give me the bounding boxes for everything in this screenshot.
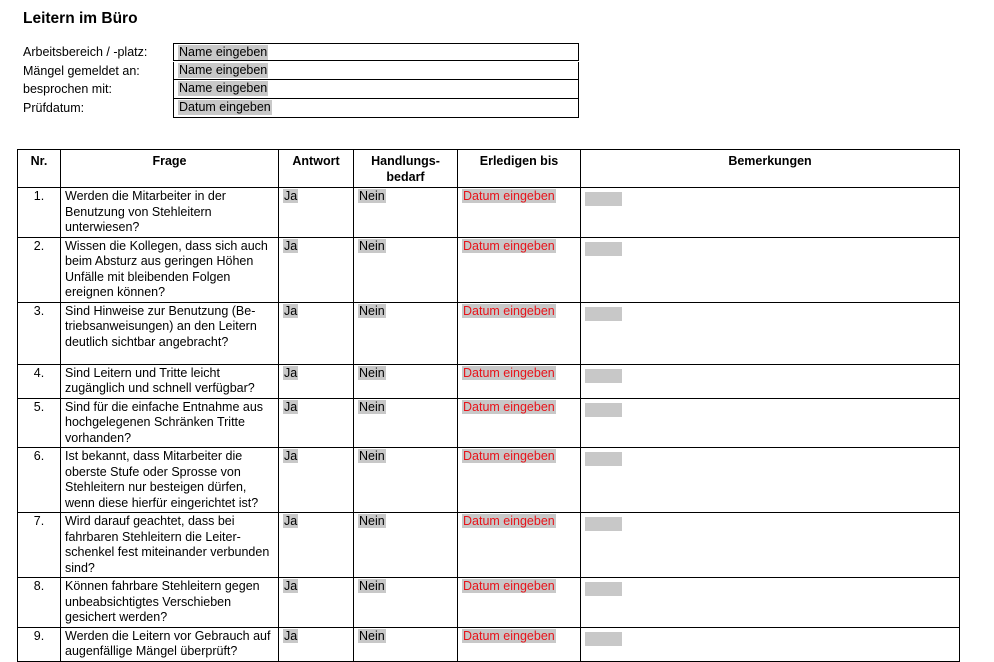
row-nr: 6.: [18, 448, 61, 513]
page-title: Leitern im Büro: [23, 10, 138, 27]
header-erledigen: Erledigen bis: [458, 150, 581, 188]
action-needed-field[interactable]: Nein: [359, 365, 385, 380]
meta-label-besprochen: besprochen mit:: [23, 82, 112, 96]
action-needed-field[interactable]: Nein: [359, 514, 385, 528]
table-header-row: [18, 150, 960, 188]
besprochen-field[interactable]: [173, 80, 579, 99]
row-nr: 9.: [18, 627, 61, 661]
row-question: Sind für die einfache Entnahme aus hochgelegenen Schränken Tritte vorhanden?: [61, 398, 279, 448]
row-nr: 7.: [18, 513, 61, 578]
answer-field[interactable]: Ja: [284, 303, 298, 318]
meta-label-pruefdatum: Prüfdatum:: [23, 101, 85, 115]
due-date-field[interactable]: Datum eingeben: [463, 365, 555, 380]
header-bemerkungen: Bemerkungen: [581, 150, 960, 188]
row-question: Ist bekannt, dass Mitarbeiter die oberste Stufe oder Sprosse von Stehleitern nur besteigen dürfen, wenn diese hierfür eingerichtet ist?: [61, 448, 279, 513]
action-needed-field[interactable]: Nein: [359, 189, 385, 203]
answer-field[interactable]: Ja: [284, 514, 298, 528]
row-question: Sind Hinweise zur Benutzung (Be-triebsanweisungen) an den Leitern deutlich sichtbar angebracht?: [61, 302, 279, 364]
row-question: Werden die Mitarbeiter in der Benutzung von Stehleitern unterwiesen?: [61, 188, 279, 238]
row-question: Wissen die Kollegen, dass sich auch beim Absturz aus geringen Höhen Unfälle mit bleibenden Folgen ereignen können?: [61, 237, 279, 302]
header-handlungsbedarf: [354, 150, 458, 188]
row-nr: 1.: [18, 188, 61, 238]
arbeitsbereich-value: Name eingeben: [179, 45, 268, 59]
meta-label-maengel: Mängel gemeldet an:: [23, 64, 140, 78]
remarks-field[interactable]: [585, 403, 622, 417]
answer-field[interactable]: Ja: [284, 399, 298, 414]
action-needed-field[interactable]: Nein: [359, 238, 385, 253]
table-row: [18, 398, 960, 448]
answer-field[interactable]: Ja: [284, 449, 298, 463]
maengel-field[interactable]: [173, 62, 579, 80]
remarks-field[interactable]: [585, 192, 622, 206]
remarks-field[interactable]: [585, 632, 622, 646]
action-needed-field[interactable]: Nein: [359, 303, 385, 318]
pruefdatum-value: Datum eingeben: [179, 100, 271, 114]
header-nr: Nr.: [18, 150, 61, 188]
answer-field[interactable]: Ja: [284, 189, 298, 203]
action-needed-field[interactable]: Nein: [359, 449, 385, 463]
besprochen-value: Name eingeben: [179, 81, 268, 95]
row-question: Werden die Leitern vor Gebrauch auf augenfällige Mängel überprüft?: [61, 627, 279, 661]
due-date-field[interactable]: Datum eingeben: [463, 579, 555, 593]
action-needed-field[interactable]: Nein: [359, 628, 385, 643]
remarks-field[interactable]: [585, 582, 622, 596]
checklist-table: [17, 149, 960, 662]
table-row: [18, 188, 960, 238]
row-question: Können fahrbare Stehleitern gegen unbeabsichtigtes Verschieben gesichert werden?: [61, 578, 279, 628]
due-date-field[interactable]: Datum eingeben: [463, 449, 555, 463]
row-nr: 2.: [18, 237, 61, 302]
due-date-field[interactable]: Datum eingeben: [463, 399, 555, 414]
row-nr: 4.: [18, 364, 61, 398]
answer-field[interactable]: Ja: [284, 628, 298, 643]
table-row: [18, 237, 960, 302]
action-needed-field[interactable]: Nein: [359, 579, 385, 593]
pruefdatum-field[interactable]: [173, 99, 579, 118]
header-handlungsbedarf-line2: bedarf: [386, 169, 425, 184]
table-row: [18, 578, 960, 628]
header-antwort: Antwort: [279, 150, 354, 188]
remarks-field[interactable]: [585, 369, 622, 383]
remarks-field[interactable]: [585, 452, 622, 466]
table-row: [18, 302, 960, 364]
remarks-field[interactable]: [585, 242, 622, 256]
arbeitsbereich-field[interactable]: [173, 43, 579, 61]
due-date-field[interactable]: Datum eingeben: [463, 189, 555, 203]
table-row: [18, 448, 960, 513]
maengel-value: Name eingeben: [179, 63, 268, 77]
due-date-field[interactable]: Datum eingeben: [463, 303, 555, 318]
row-nr: 3.: [18, 302, 61, 364]
table-row: [18, 627, 960, 661]
table-row: [18, 364, 960, 398]
remarks-field[interactable]: [585, 517, 622, 531]
header-handlungsbedarf-line1: Handlungs-: [371, 154, 440, 168]
answer-field[interactable]: Ja: [284, 238, 298, 253]
meta-label-arbeitsbereich: Arbeitsbereich / -platz:: [23, 45, 148, 59]
due-date-field[interactable]: Datum eingeben: [463, 514, 555, 528]
row-nr: 5.: [18, 398, 61, 448]
due-date-field[interactable]: Datum eingeben: [463, 238, 555, 253]
header-frage: Frage: [61, 150, 279, 188]
action-needed-field[interactable]: Nein: [359, 399, 385, 414]
remarks-field[interactable]: [585, 307, 622, 321]
row-question: Wird darauf geachtet, dass bei fahrbaren Stehleitern die Leiter-schenkel fest miteinander verbunden sind?: [61, 513, 279, 578]
row-nr: 8.: [18, 578, 61, 628]
row-question: Sind Leitern und Tritte leicht zugänglich und schnell verfügbar?: [61, 364, 279, 398]
answer-field[interactable]: Ja: [284, 579, 298, 593]
table-row: [18, 513, 960, 578]
answer-field[interactable]: Ja: [284, 365, 298, 380]
due-date-field[interactable]: Datum eingeben: [463, 628, 555, 643]
